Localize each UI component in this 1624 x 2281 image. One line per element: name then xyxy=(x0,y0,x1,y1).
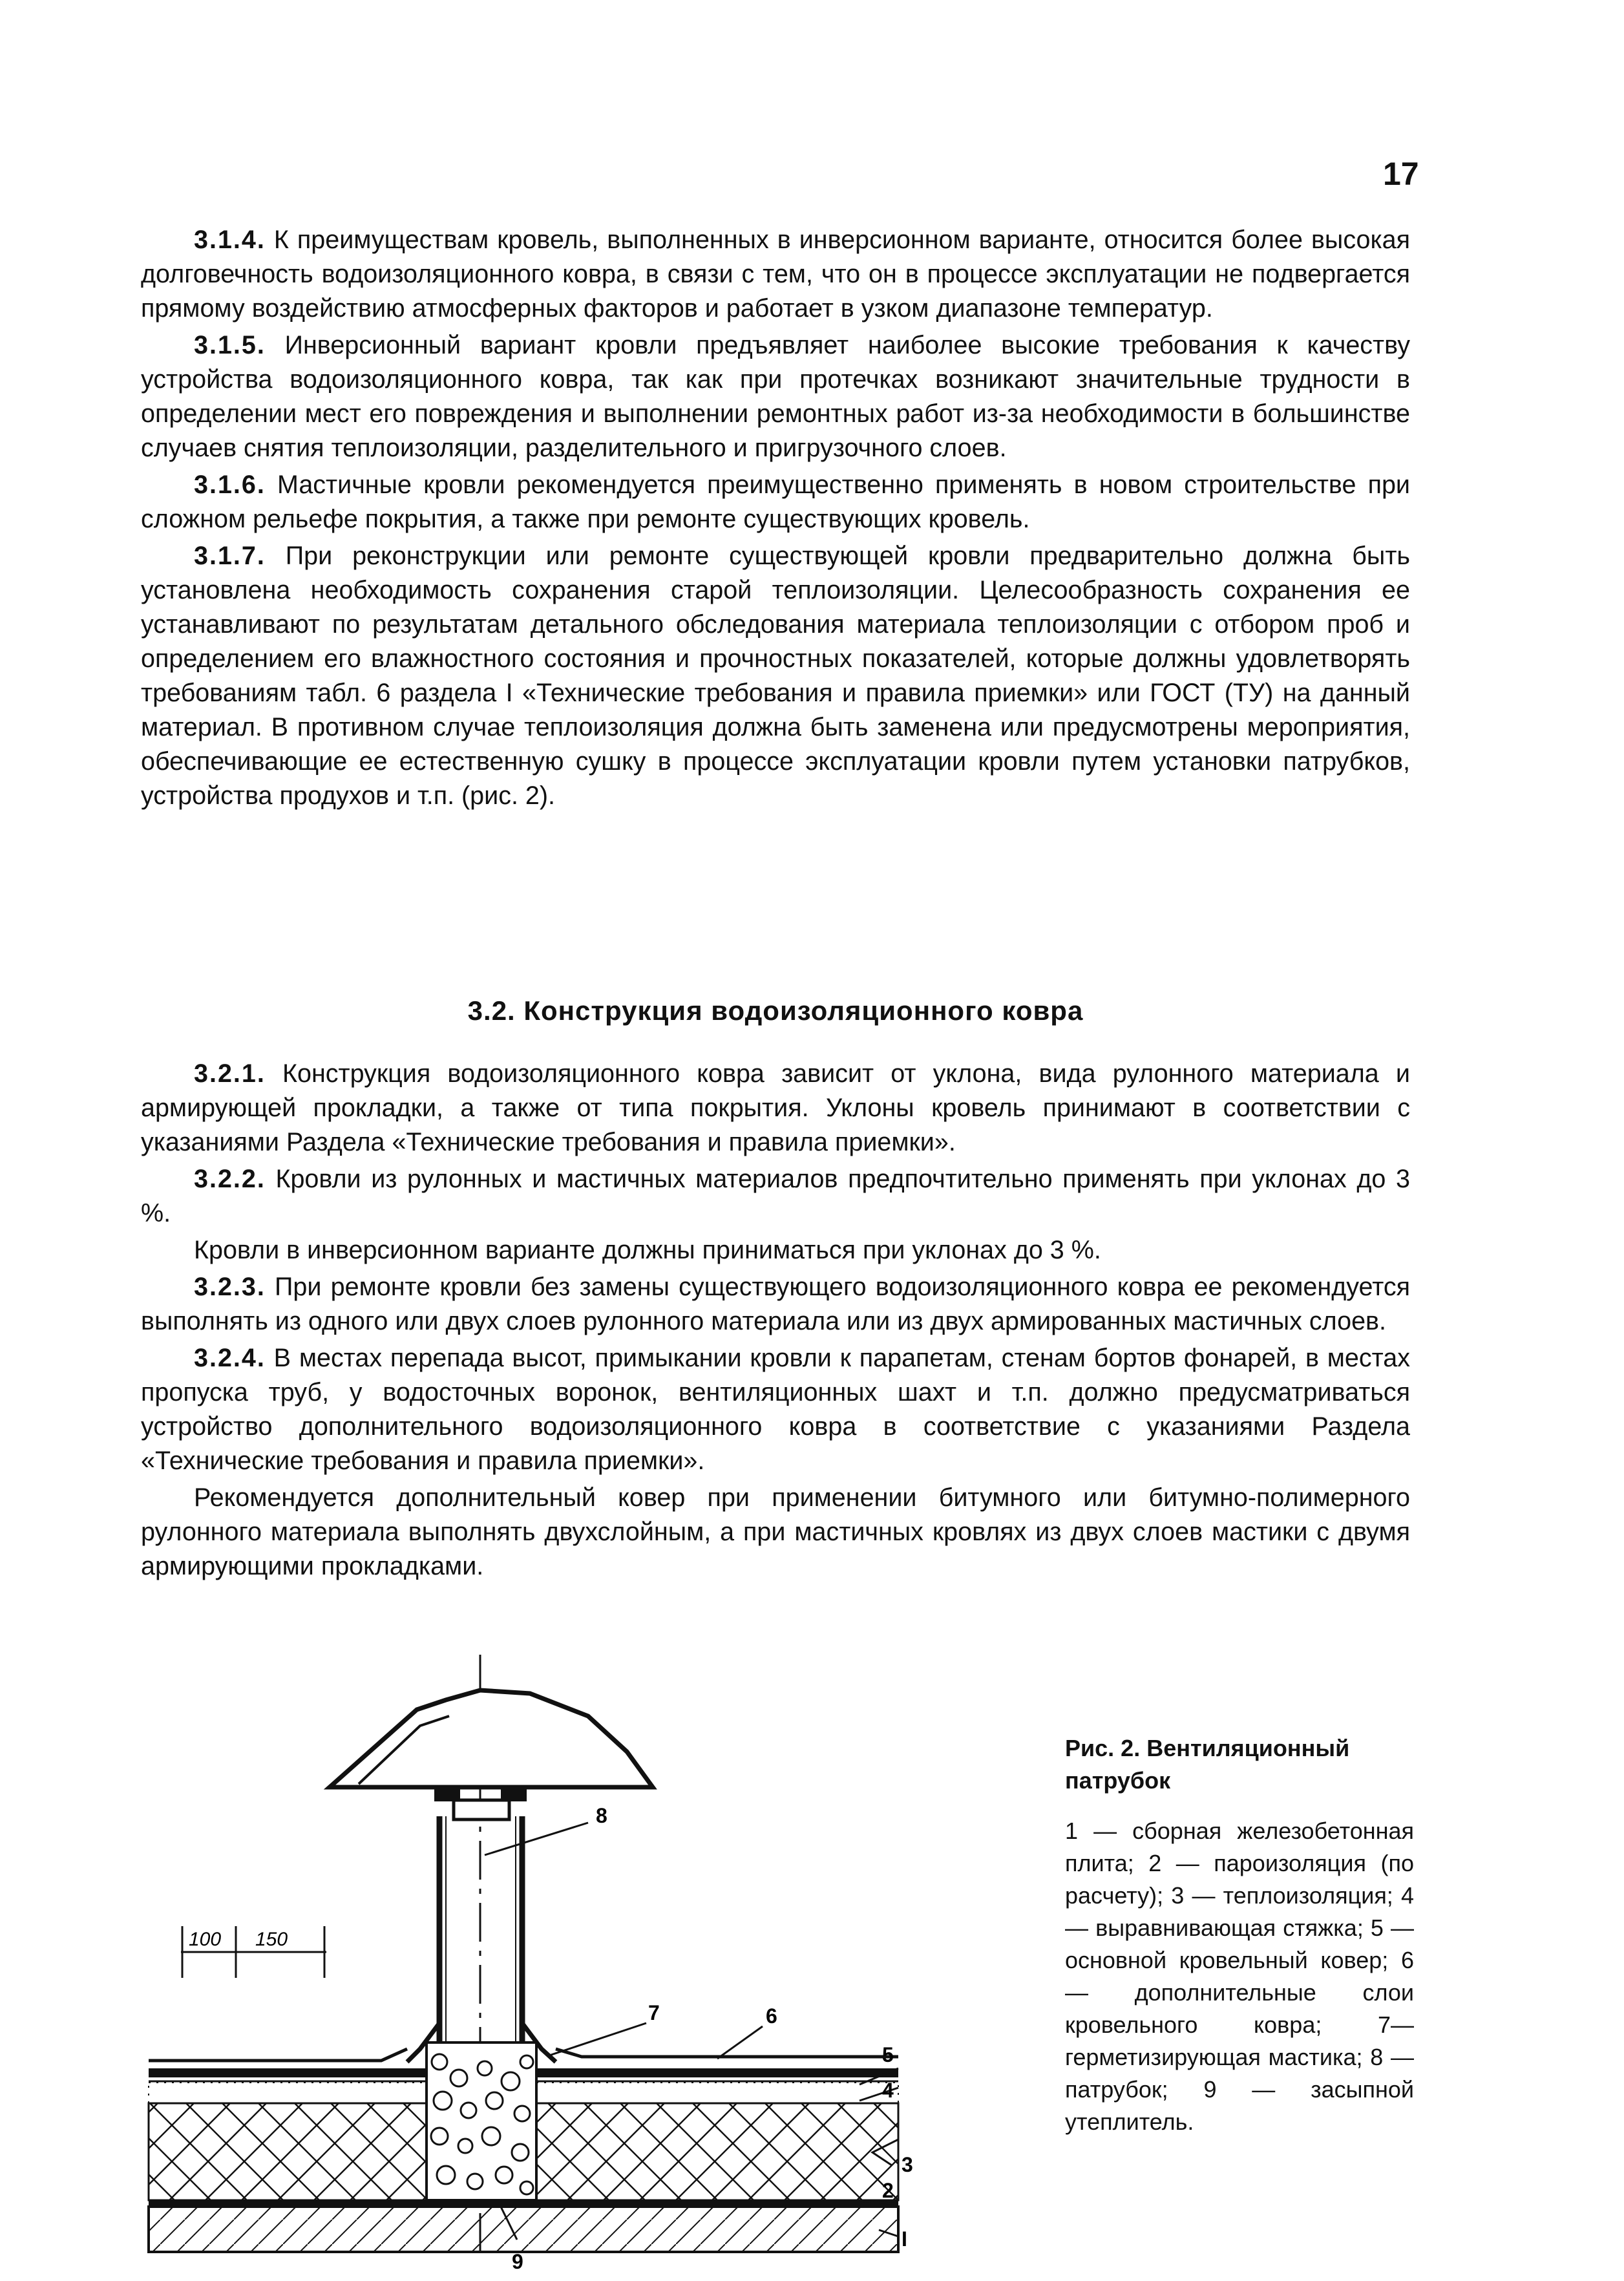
paragraph-3-2-3 xyxy=(141,1270,1410,1339)
paragraph-3-1-6 xyxy=(141,468,1410,536)
label-8: 8 xyxy=(596,1804,607,1827)
figure-ventilation-pipe xyxy=(136,1655,963,2275)
paragraph-inversion-slope xyxy=(141,1233,1410,1268)
clause-number: 3.1.7. xyxy=(194,542,266,570)
clause-number: 3.2.3. xyxy=(194,1273,266,1301)
hood-neck xyxy=(454,1800,509,1819)
label-6: 6 xyxy=(766,2004,777,2028)
paragraph-text: Кровли в инверсионном варианте должны приниматься при уклонах до 3 %. xyxy=(194,1236,1101,1264)
paragraph-text: К преимуществам кровель, выполненных в инверсионном варианте, относится более высокая долговечность водоизоляционного ковра, в связи с тем, что он в процессе эксплуатации не подвергается прямому воздействию атмосферных факторов и работает в узком диапазоне температур. xyxy=(141,226,1410,323)
deflector-hood xyxy=(330,1690,653,1787)
section-3-2 xyxy=(141,1057,1410,1584)
section-heading: 3.2. Конструкция водоизоляционного ковра xyxy=(467,995,1084,1026)
caption-legend: 1 — сборная железобетонная плита; 2 — пароизоляция (по расчету); 3 — теплоизоляция; 4 — выравнивающая стяжка; 5 — основной кровельный ковер; 6 — дополнительные слои кровельного ковра; 7— герметизирующая мастика; 8 — патрубок; 9 — засыпной утеплитель. xyxy=(1065,1818,1414,2135)
clause-number: 3.1.6. xyxy=(194,471,266,499)
ventilation-pipe-drawing xyxy=(136,1655,963,2275)
label-1: I xyxy=(902,2227,907,2251)
caption-title: Рис. 2. Вентиляционный патрубок xyxy=(1065,1735,1350,1794)
figure-caption xyxy=(1065,1732,1414,2138)
label-3: 3 xyxy=(902,2153,913,2176)
clause-number: 3.1.4. xyxy=(194,226,266,254)
paragraph-3-2-1 xyxy=(141,1057,1410,1160)
dimension-150: 150 xyxy=(255,1929,288,1950)
clause-number: 3.2.4. xyxy=(194,1344,266,1372)
clause-number: 3.1.5. xyxy=(194,331,266,359)
paragraph-text: При реконструкции или ремонте существующей кровли предварительно должна быть установлена необходимость сохранения старой теплоизоляции. Целесообразность сохранения ее устанавливают по результатам детального обследования материала теплоизоляции с отбором проб и определением его влажностного состояния и прочностных показателей, которые должны удовлетворять требованиям табл. 6 раздела I «Технические требования и правила приемки» или ГОСТ (ТУ) на данный материал. В противном случае теплоизоляция должна быть заменена или предусмотрены мероприятия, обеспечивающие ее естественную сушку в процессе эксплуатации кровли путем установки патрубков, устройства продухов и т.п. (рис. 2). xyxy=(141,542,1410,810)
label-4: 4 xyxy=(882,2079,894,2102)
clause-number: 3.2.1. xyxy=(194,1059,266,1088)
clause-number: 3.2.2. xyxy=(194,1165,266,1193)
section-3-1 xyxy=(141,223,1410,813)
dimension-100: 100 xyxy=(189,1929,222,1950)
paragraph-additional-carpet xyxy=(141,1481,1410,1584)
paragraph-3-1-4 xyxy=(141,223,1410,326)
thermal-insulation-left xyxy=(149,2103,427,2200)
paragraph-text: В местах перепада высот, примыкании кровли к парапетам, стенам бортов фонарей, в местах пропуска труб, у водосточных воронок, вентиляционных шахт и т.п. должно предусматриваться устройство дополнительного водоизоляционного ковра в соответствие с указаниями Раздела «Технические требования и правила приемки». xyxy=(141,1344,1410,1475)
paragraph-3-1-5 xyxy=(141,328,1410,465)
paragraph-text: При ремонте кровли без замены существующего водоизоляционного ковра ее рекомендуется выполнять из одного или двух слоев рулонного материала или из двух армированных мастичных слоев. xyxy=(141,1273,1410,1335)
precast-slab xyxy=(149,2207,898,2252)
paragraph-text: Кровли из рулонных и мастичных материалов предпочтительно применять при уклонах до 3 %. xyxy=(141,1165,1410,1227)
label-7: 7 xyxy=(648,2001,660,2024)
paragraph-text: Мастичные кровли рекомендуется преимущественно применять в новом строительстве при сложном рельефе покрытия, а также при ремонте существующих кровель. xyxy=(141,471,1410,533)
paragraph-3-2-4 xyxy=(141,1341,1410,1478)
page-number: 17 xyxy=(1383,156,1419,192)
paragraph-text: Конструкция водоизоляционного ковра зависит от уклона, вида рулонного материала и армирующей прокладки, а также от типа покрытия. Уклоны кровель принимают в соответствии с указаниями Раздела «Технические требования и правила приемки». xyxy=(141,1059,1410,1156)
label-2: 2 xyxy=(882,2179,894,2202)
label-9: 9 xyxy=(512,2250,523,2273)
paragraph-3-1-7 xyxy=(141,539,1410,813)
label-5: 5 xyxy=(882,2043,894,2066)
thermal-insulation-right xyxy=(536,2103,898,2200)
paragraph-3-2-2 xyxy=(141,1162,1410,1231)
paragraph-text: Инверсионный вариант кровли предъявляет наиболее высокие требования к качеству устройства водоизоляционного ковра, так как при протечках возникают значительные трудности в определении мест его повреждения и выполнении ремонтных работ из-за необходимости в большинстве случаев снятия теплоизоляции, разделительного и пригрузочного слоев. xyxy=(141,331,1410,462)
paragraph-text: Рекомендуется дополнительный ковер при применении битумного или битумно-полимерного рулонного материала выполнять двухслойным, а при мастичных кровлях из двух слоев мастики с двумя армирующими прокладками. xyxy=(141,1483,1410,1580)
